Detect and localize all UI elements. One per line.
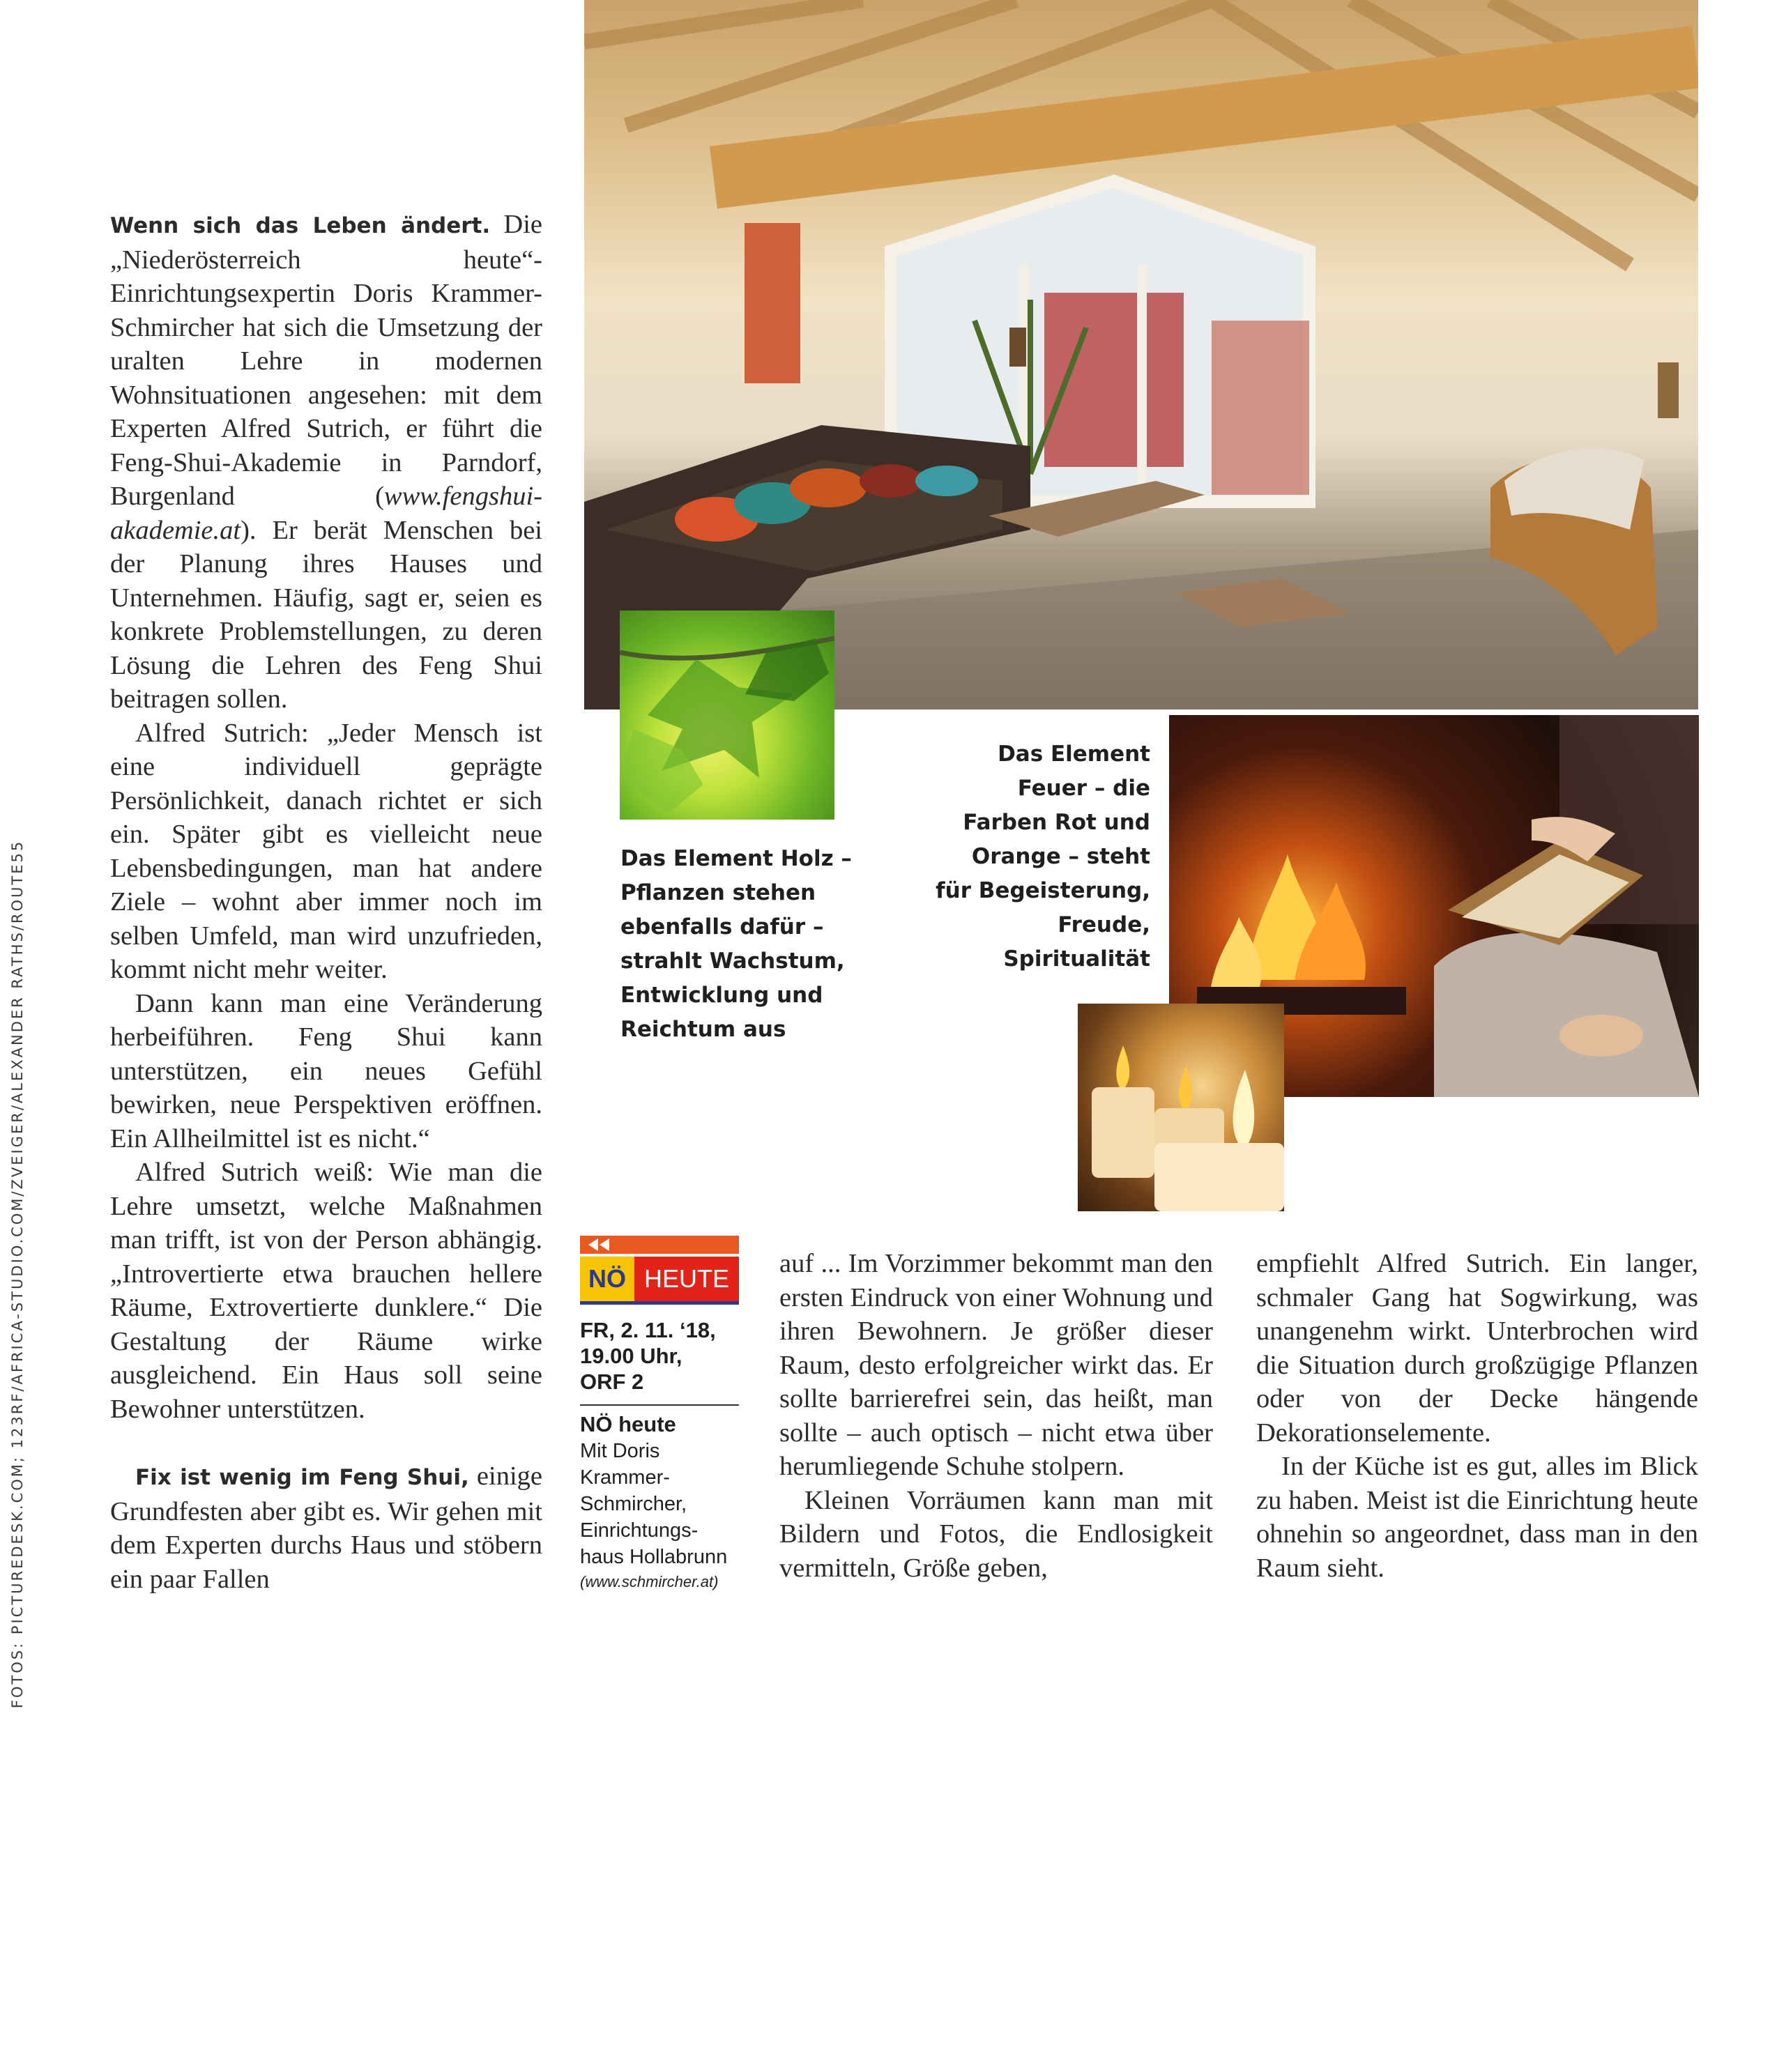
desc-line: Krammer-: [580, 1466, 670, 1489]
caption-line: Reichtum aus: [620, 1017, 786, 1042]
date-line: FR, 2. 11. ‘18,: [580, 1318, 716, 1342]
leaves-photo: [620, 611, 834, 820]
text: ). Er berät Menschen bei der Planung ihres Hauses und Unternehmen. Häufig, sagt er, seien es konkrete Problemstellungen, zu deren Lösung die Lehren des Feng Shui beitragen sollen.: [110, 515, 542, 714]
candles-illustration: [1078, 1004, 1284, 1211]
paragraph: In der Küche ist es gut, alles im Blick zu haben. Meist ist die Einrichtung heute ohnehin so angeordnet, dass man in den Raum sieht.: [1256, 1452, 1698, 1583]
paragraph: Kleinen Vorräumen kann man mit Bildern und Fotos, die Endlosigkeit vermitteln, Größe geben,: [779, 1485, 1213, 1583]
caption-element-holz: [620, 842, 871, 1047]
text: Die „Niederösterreich heute“-Einrichtungsexpertin Doris Krammer-Schmircher hat sich die Umsetzung der uralten Lehre in modernen Wohnsituationen angesehen: mit dem Experten Alfred Sutrich, er führt die Feng-Shui-Akademie in Parndorf, Burgenland (: [110, 210, 542, 511]
caption-line: Entwicklung und: [620, 983, 823, 1008]
date-line: 19.00 Uhr,: [580, 1344, 682, 1368]
desc-line: Schmircher,: [580, 1493, 687, 1515]
paragraph: Alfred Sutrich weiß: Wie man die Lehre umsetzt, welche Maßnahmen man trifft, ist von der Person abhängig. „Introvertierte etwa brauchen hellere Räume, Extrovertierte dunklere.“ Die Gestaltung der Räume wirke ausgleichend. Ein Haus soll seine Bewohner unterstützen.: [110, 1158, 542, 1424]
caption-line: Pflanzen stehen: [620, 880, 816, 905]
show-description: [580, 1438, 739, 1570]
show-title: NÖ heute: [580, 1412, 676, 1436]
living-room-photo: [584, 0, 1698, 709]
broadcast-date: [580, 1317, 739, 1406]
tv-show-logo: [580, 1257, 739, 1305]
article-column-2: [779, 1247, 1213, 1585]
photo-credit: FOTOS: PICTUREDESK.COM; 123RF/AFRICA-STUDIO.COM/ZVEIGER/ALEXANDER RATHS/ROUTE55: [9, 839, 26, 1709]
caption-line: Das Element Holz –: [620, 846, 852, 871]
caption-line: Das Element: [998, 742, 1150, 767]
logo-right: HEUTE: [634, 1257, 739, 1301]
paragraph: empfiehlt Alfred Sutrich. Ein langer, schmaler Gang hat Sogwirkung, was unangenehm wirkt. Unterbrochen wird die Situation durch großzügige Pflanzen oder von der Decke hängende Dekorationselemente.: [1256, 1249, 1698, 1448]
date-line: ORF 2: [580, 1369, 644, 1394]
caption-element-feuer: [920, 737, 1150, 976]
caption-line: für Begeisterung,: [936, 878, 1150, 903]
desc-line: Einrichtungs-: [580, 1519, 699, 1542]
caption-line: Freude,: [1058, 912, 1150, 937]
caption-line: strahlt Wachstum,: [620, 949, 845, 974]
paragraph: Dann kann man eine Veränderung herbeiführen. Feng Shui kann unterstützen, ein neues Gefühl bewirken, neue Perspektiven eröffnen. Ein Allheilmittel ist es nicht.“: [110, 988, 542, 1153]
caption-line: Farben Rot und: [963, 810, 1150, 835]
url-link[interactable]: www.fengshui-akademie.at: [110, 482, 542, 545]
desc-line: Mit Doris: [580, 1440, 660, 1462]
text: einige Grundfesten aber gibt es. Wir gehen mit dem Experten durchs Haus und stöbern ein paar Fallen: [110, 1461, 542, 1594]
caption-line: Orange – steht: [971, 844, 1150, 869]
paragraph: auf ... Im Vorzimmer bekommt man den ersten Eindruck von einer Wohnung und ihren Bewohnern. Je größer dieser Raum, desto erfolgreicher wirkt das. Er sollte barrierefrei sein, das heißt, man sollte – auch optisch – nicht etwa über herumliegende Schuhe stolpern.: [779, 1249, 1213, 1481]
shop-url-link[interactable]: (www.schmircher.at): [580, 1573, 719, 1590]
lead-in: Fix ist wenig im Feng Shui,: [135, 1465, 469, 1490]
candles-photo: [1078, 1004, 1284, 1211]
logo-left: NÖ: [580, 1257, 634, 1301]
caption-line: ebenfalls dafür –: [620, 914, 824, 939]
logo-top-bar: [580, 1236, 739, 1254]
lead-in: Wenn sich das Leben ändert.: [110, 213, 491, 238]
desc-line: haus Hollabrunn: [580, 1546, 728, 1568]
living-room-illustration: [584, 0, 1698, 709]
rewind-icon: [586, 1236, 615, 1254]
article-column-3: [1256, 1247, 1698, 1585]
tv-info-box: [580, 1236, 739, 1594]
paragraph: Alfred Sutrich: „Jeder Mensch ist eine individuell geprägte Persönlichkeit, danach richtet er sich ein. Später gibt es vielleicht neue Lebensbedingungen, man hat andere Ziele – wohnt aber immer noch im selben Umfeld, man wird unzufrieden, kommt nicht mehr weiter.: [110, 718, 542, 984]
caption-line: Spiritualität: [1003, 946, 1150, 972]
article-column-1: [110, 208, 542, 1596]
leaves-illustration: [620, 611, 834, 820]
caption-line: Feuer – die: [1017, 776, 1150, 801]
paragraph: [110, 208, 542, 716]
paragraph: [110, 1459, 542, 1596]
